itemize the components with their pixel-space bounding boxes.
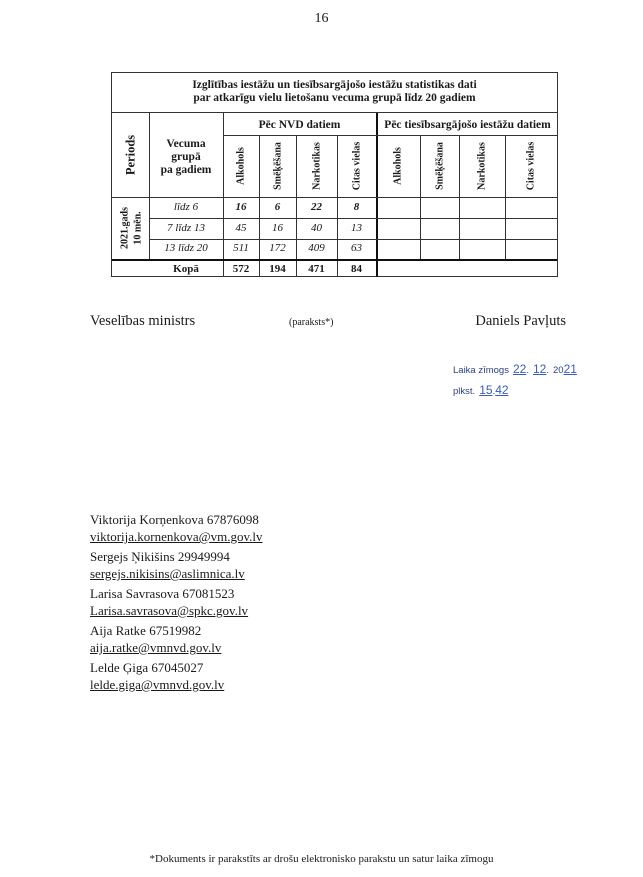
table-cell: 511 xyxy=(233,242,249,254)
contact-email[interactable]: sergejs.nikisins@aslimnica.lv xyxy=(90,566,245,581)
page-number: 16 xyxy=(314,11,329,26)
total-label: Kopā xyxy=(173,263,199,275)
nvd-col-other: Citas vielas xyxy=(351,141,363,191)
table-cell: 16 xyxy=(235,201,247,213)
legal-col-other: Citas vielas xyxy=(525,141,537,191)
contact-email[interactable]: aija.ratke@vmnvd.gov.lv xyxy=(90,640,222,655)
row-age-label: 13 līdz 20 xyxy=(164,242,208,254)
contact-item xyxy=(90,511,263,545)
contact-item xyxy=(90,585,263,619)
total-cell: 471 xyxy=(308,263,325,275)
table-title-line-1: Izglītības iestāžu un tiesībsargājošo iestāžu statistikas dati xyxy=(192,79,477,91)
contact-line: Larisa Savrasova 67081523 xyxy=(90,586,235,601)
period-year: 2021.gads xyxy=(119,207,131,249)
contact-item xyxy=(90,622,263,656)
table-title xyxy=(112,73,557,113)
signature-note: (paraksts*) xyxy=(289,317,334,328)
contact-email[interactable]: lelde.giga@vmnvd.gov.lv xyxy=(90,677,225,692)
nvd-col-drugs: Narkotikas xyxy=(311,142,323,190)
contact-item xyxy=(90,548,263,582)
contact-line: Aija Ratke 67519982 xyxy=(90,623,202,638)
total-cell: 572 xyxy=(232,263,250,275)
table-cell: 63 xyxy=(351,242,362,254)
footnote: *Dokuments ir parakstīts ar drošu elektronisko parakstu un satur laika zīmogu xyxy=(149,853,494,865)
contact-item xyxy=(90,659,263,693)
legal-group-header: Pēc tiesībsargājošo iestāžu datiem xyxy=(384,119,551,131)
table-cell: 22 xyxy=(311,201,322,213)
table-cell: 13 xyxy=(351,222,362,234)
timestamp-stamp: Laika zīmogs 22. 12. 2021 plkst. 15.42 xyxy=(453,362,577,397)
contact-email[interactable]: viktorija.kornenkova@vm.gov.lv xyxy=(90,529,263,544)
table-cell: 6 xyxy=(274,201,281,213)
statistics-table xyxy=(111,72,558,277)
signatory-name: Daniels Pavļuts xyxy=(475,313,566,329)
row-age-label: 7 līdz 13 xyxy=(167,222,205,234)
age-group-header: Vecuma grupā pa gadiem xyxy=(160,138,212,176)
contacts-list xyxy=(90,511,263,696)
contact-email[interactable]: Larisa.savrasova@spkc.gov.lv xyxy=(90,603,249,618)
legal-col-alcohol: Alkohols xyxy=(392,147,404,185)
signatory-position: Veselības ministrs xyxy=(90,313,196,329)
period-months: 10 mēn. xyxy=(132,211,144,245)
contact-line: Viktorija Korņenkova 67876098 xyxy=(90,512,259,527)
table-cell: 16 xyxy=(272,222,283,234)
table-cell: 172 xyxy=(269,242,286,254)
table-cell: 8 xyxy=(353,201,360,213)
table-cell: 45 xyxy=(235,222,247,234)
nvd-group-header: Pēc NVD datiem xyxy=(258,119,341,131)
legal-col-smoking: Smēķēšana xyxy=(434,142,446,190)
row-age-label: līdz 6 xyxy=(173,201,199,213)
table-cell: 40 xyxy=(311,222,322,234)
nvd-col-smoking: Smēķēšana xyxy=(272,142,284,190)
period-header: Periods xyxy=(123,134,138,176)
total-cell: 84 xyxy=(351,263,362,275)
table-title-line-2: par atkarīgu vielu lietošanu vecuma grupā līdz 20 gadiem xyxy=(193,92,476,104)
table-cell: 409 xyxy=(308,242,325,254)
total-cell: 194 xyxy=(269,263,286,275)
legal-col-drugs: Narkotikas xyxy=(476,142,488,190)
contact-line: Sergejs Ņikišins 29949994 xyxy=(90,549,230,564)
contact-line: Lelde Ģiga 67045027 xyxy=(90,660,204,675)
nvd-col-alcohol: Alkohols xyxy=(235,147,247,185)
